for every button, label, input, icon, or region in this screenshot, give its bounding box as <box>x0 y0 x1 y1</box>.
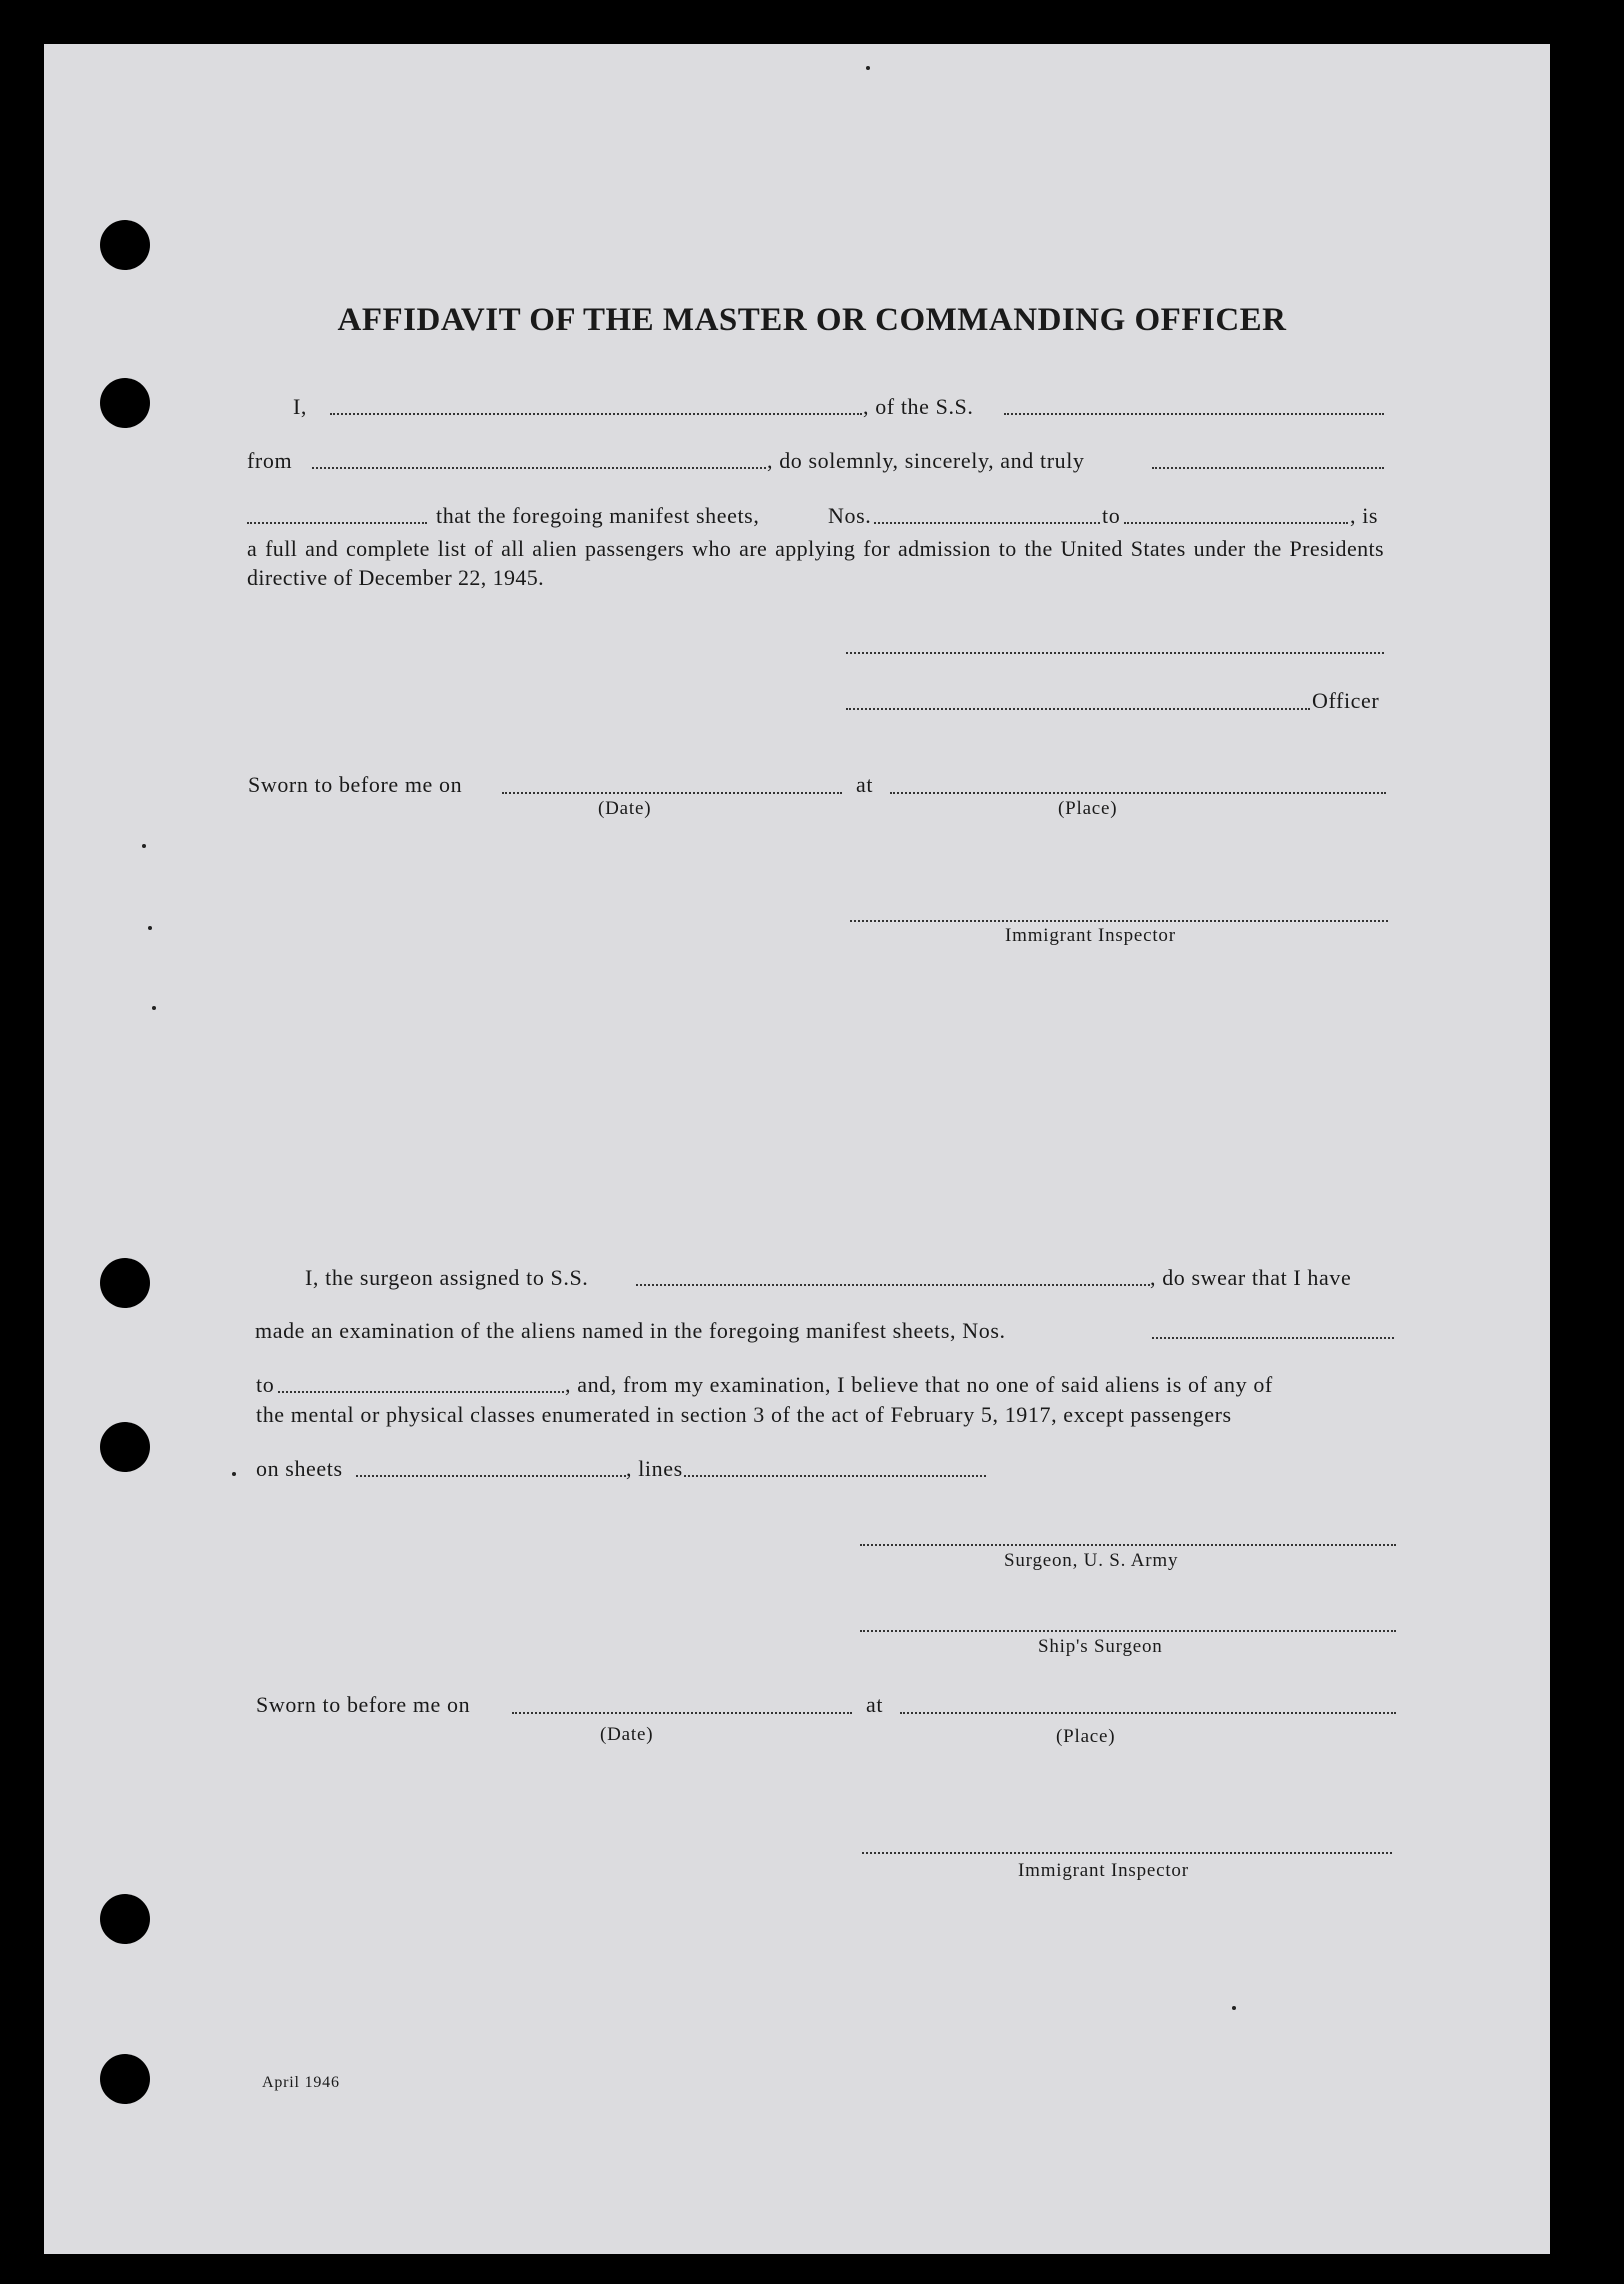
label-at: at <box>856 772 874 797</box>
army-surgeon-signature-line[interactable] <box>860 1544 1396 1546</box>
surgeon-line3-end: , and, from my examination, I believe that no one of said aliens is of any of <box>565 1372 1273 1397</box>
label-army-surgeon: Surgeon, U. S. Army <box>1004 1550 1179 1571</box>
oath-word-field-2[interactable] <box>247 522 427 524</box>
surgeon-inspector-signature-line[interactable] <box>862 1852 1392 1854</box>
label-sworn: Sworn to before me on <box>248 772 463 797</box>
punch-hole <box>100 1258 150 1308</box>
sheet-to-field[interactable] <box>1124 522 1348 524</box>
surgeon-line4: the mental or physical classes enumerated in section 3 of the act of February 5, 1917, except passengers <box>256 1402 1232 1427</box>
surgeon-line2: made an examination of the aliens named in the foregoing manifest sheets, Nos. <box>255 1318 1006 1343</box>
label-officer: Officer <box>1312 688 1380 713</box>
inspector-signature-line[interactable] <box>850 920 1388 922</box>
surgeon-line1-start: I, the surgeon assigned to S.S. <box>305 1265 589 1290</box>
label-foregoing: that the foregoing manifest sheets, <box>436 503 760 528</box>
surgeon-nos-field[interactable] <box>1152 1337 1394 1339</box>
date-caption: (Date) <box>598 798 652 819</box>
punch-hole <box>100 378 150 428</box>
oath-word-field[interactable] <box>1152 467 1384 469</box>
sheet-from-field[interactable] <box>874 522 1100 524</box>
label-i: I, <box>293 394 308 419</box>
label-ship-surgeon: Ship's Surgeon <box>1038 1636 1163 1657</box>
label-from: from <box>247 448 293 473</box>
surgeon-line3-start: to <box>256 1372 275 1397</box>
master-paragraph: a full and complete list of all alien passengers who are applying for admission to the United States under the Presidents directive of December 22, 1945. <box>247 536 1384 590</box>
surgeon-lines-field[interactable] <box>684 1475 986 1477</box>
speck <box>232 1472 236 1476</box>
surgeon-sworn-place-field[interactable] <box>900 1712 1396 1714</box>
officer-title-line[interactable] <box>846 708 1310 710</box>
surgeon-to-field[interactable] <box>278 1391 564 1393</box>
surgeon-date-caption: (Date) <box>600 1724 654 1745</box>
speck <box>1232 2006 1236 2010</box>
label-is: , is <box>1350 503 1379 528</box>
punch-hole <box>100 2054 150 2104</box>
master-name-field[interactable] <box>330 413 862 415</box>
label-to: to <box>1102 503 1121 528</box>
ship-surgeon-signature-line[interactable] <box>860 1630 1396 1632</box>
form-date: April 1946 <box>262 2074 340 2091</box>
document-title: AFFIDAVIT OF THE MASTER OR COMMANDING OFFICER <box>337 302 1287 338</box>
surgeon-line1-end: , do swear that I have <box>1150 1265 1352 1290</box>
ship-name-field[interactable] <box>1004 413 1384 415</box>
punch-hole <box>100 220 150 270</box>
label-of-ss: , of the S.S. <box>863 394 974 419</box>
surgeon-label-sworn: Sworn to before me on <box>256 1692 471 1717</box>
surgeon-on-sheets: on sheets <box>256 1456 343 1481</box>
label-nos: Nos. <box>828 503 872 528</box>
surgeon-place-caption: (Place) <box>1056 1726 1116 1747</box>
sworn-place-field[interactable] <box>890 792 1386 794</box>
speck <box>142 844 146 848</box>
surgeon-sheets-field[interactable] <box>356 1475 626 1477</box>
surgeon-label-inspector: Immigrant Inspector <box>1018 1860 1189 1881</box>
surgeon-ship-field[interactable] <box>636 1284 1150 1286</box>
surgeon-label-at: at <box>866 1692 884 1717</box>
label-inspector: Immigrant Inspector <box>1005 925 1176 946</box>
sworn-date-field[interactable] <box>502 792 842 794</box>
document-page <box>44 44 1550 2254</box>
officer-signature-line[interactable] <box>846 652 1384 654</box>
punch-hole <box>100 1422 150 1472</box>
from-port-field[interactable] <box>312 467 766 469</box>
punch-hole <box>100 1894 150 1944</box>
surgeon-sworn-date-field[interactable] <box>512 1712 852 1714</box>
place-caption: (Place) <box>1058 798 1118 819</box>
label-solemnly: , do solemnly, sincerely, and truly <box>767 448 1085 473</box>
speck <box>148 926 152 930</box>
speck <box>866 66 870 70</box>
surgeon-lines-label: , lines <box>626 1456 683 1481</box>
speck <box>152 1006 156 1010</box>
